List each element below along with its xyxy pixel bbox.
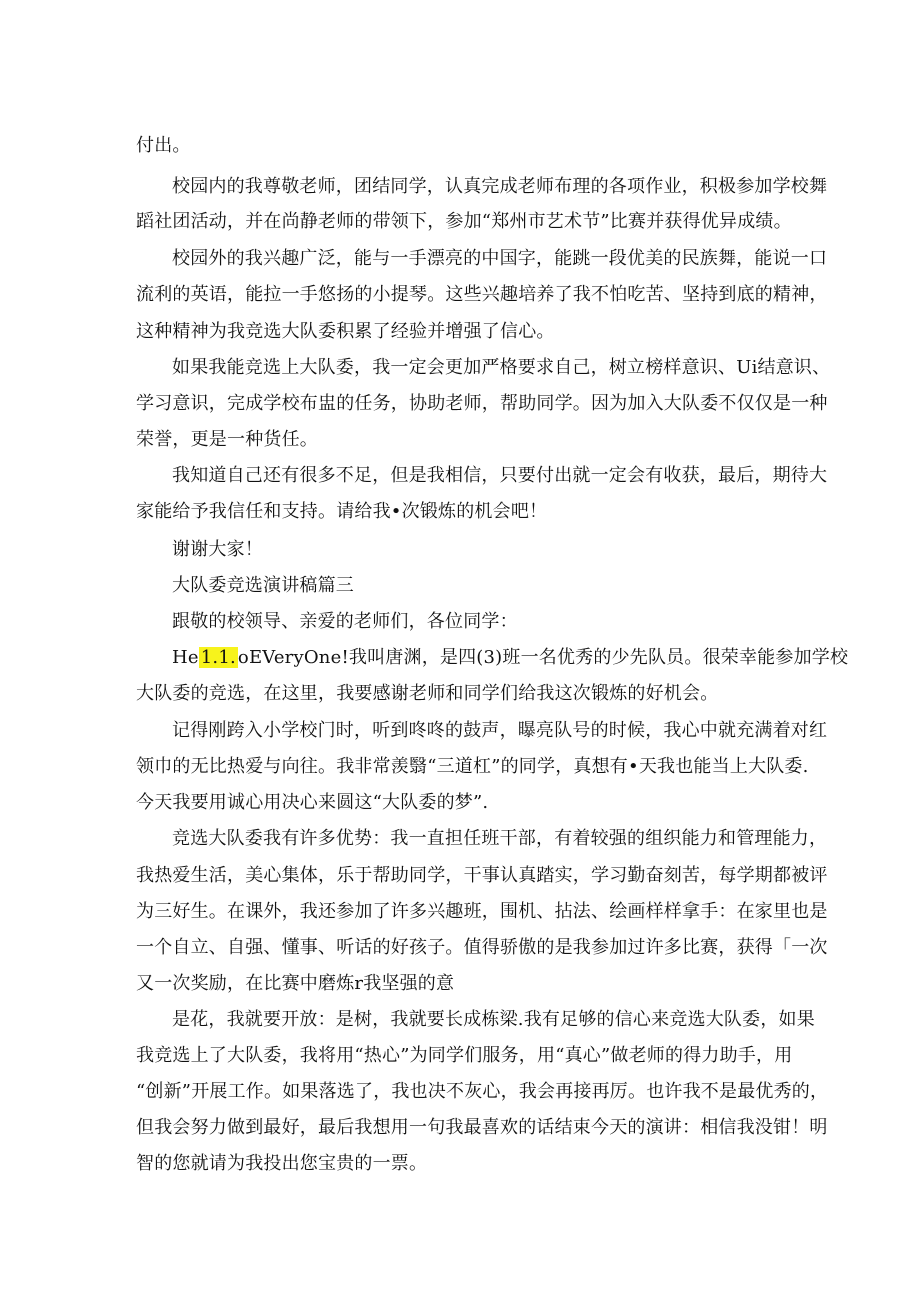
- text-line: 但我会努力做到最好，最后我想用一句我最喜欢的话结束今天的演讲：相信我没钳！明: [136, 1117, 828, 1138]
- text-line: 这种精神为我竞选大队委积累了经验并增强了信心。: [136, 321, 555, 342]
- text-line: 荣誉，更是一种货任。: [136, 429, 318, 450]
- text-line: 如果我能竞选上大队委，我一定会更加严格要求自己，树立榜样意识、Ui结意识、: [172, 357, 831, 378]
- text-line: 是花，我就要开放：是树，我就要长成栋梁.我有足够的信心来竞选大队委，如果: [172, 1009, 815, 1030]
- text-line: [172, 646, 848, 670]
- text-line: 家能给予我信任和支持。请给我•次锻炼的机会吧！: [136, 501, 548, 522]
- text-line: 大队委的竞选，在这里，我要感谢老师和同学们给我这次锻炼的好机会。: [136, 683, 719, 704]
- text-line: 领巾的无比热爱与向往。我非常羡翳“三道杠”的同学，真想有•天我也能当上大队委.: [136, 756, 809, 777]
- text-fragment: oEVeryOne!我叫唐渊，是四(3)班一名优秀的少先队员。很荣幸能参加学校: [237, 647, 849, 668]
- text-line: 智的您就请为我投出您宝贵的一票。: [136, 1153, 428, 1174]
- text-line: 一个自立、自强、懂事、听话的好孩子。值得骄傲的是我参加过许多比赛，获得「一次: [136, 937, 828, 958]
- text-line: 蹈社团活动，并在尚静老师的带领下，参加“郑州市艺术节”比赛并获得优异成绩。: [136, 211, 792, 232]
- text-line: 我热爱生活，美心集体，乐于帮助同学，干事认真踏实，学习勤奋刻苦，每学期都被评: [136, 865, 828, 886]
- text-line: 流利的英语，能拉一手悠扬的小提琴。这些兴趣培养了我不怕吃苦、坚持到底的精神，: [136, 284, 828, 305]
- text-line: “创新”开展工作。如果落选了，我也决不灰心，我会再接再厉。也许我不是最优秀的，: [136, 1081, 829, 1102]
- text-line: 为三好生。在课外，我还参加了许多兴趣班，围机、拈法、绘画样样拿手：在家里也是: [136, 901, 828, 922]
- text-line: 跟敬的校领导、亲爱的老师们，各位同学：: [172, 611, 518, 632]
- text-line: 今天我要用诚心用决心来圆这“大队委的梦”.: [136, 792, 489, 813]
- text-line: 竞选大队委我有许多优势：我一直担任班干部，有着较强的组织能力和管理能力，: [172, 828, 828, 849]
- text-line: 又一次奖励，在比赛中磨炼r我坚强的意: [136, 973, 455, 994]
- text-fragment: He: [172, 647, 199, 668]
- text-line: 付出。: [136, 135, 191, 156]
- text-line: 记得刚跨入小学校门时，听到咚咚的鼓声，曝亮队号的时候，我心中就充满着对红: [172, 720, 828, 741]
- text-line: 我竞选上了大队委，我将用“热心”为同学们服务，用“真心”做老师的得力助手，用: [136, 1045, 793, 1066]
- text-line: 我知道自己还有很多不足，但是我相信，只要付出就一定会有收获，最后，期待大: [172, 465, 828, 486]
- text-line: 校园内的我尊敬老师，团结同学，认真完成老师布理的各项作业，积极参加学校舞: [172, 176, 828, 197]
- text-line: 校园外的我兴趣广泛，能与一手漂亮的中国字，能跳一段优美的民族舞，能说一口: [172, 248, 828, 269]
- text-line: 谢谢大家！: [172, 539, 263, 560]
- highlighted-text: 1.1.: [200, 647, 236, 668]
- section-heading: 大队委竞选演讲稿篇三: [172, 575, 354, 596]
- text-line: 学习意识，完成学校布盅的任务，协助老师，帮助同学。因为加入大队委不仅仅是一种: [136, 393, 828, 414]
